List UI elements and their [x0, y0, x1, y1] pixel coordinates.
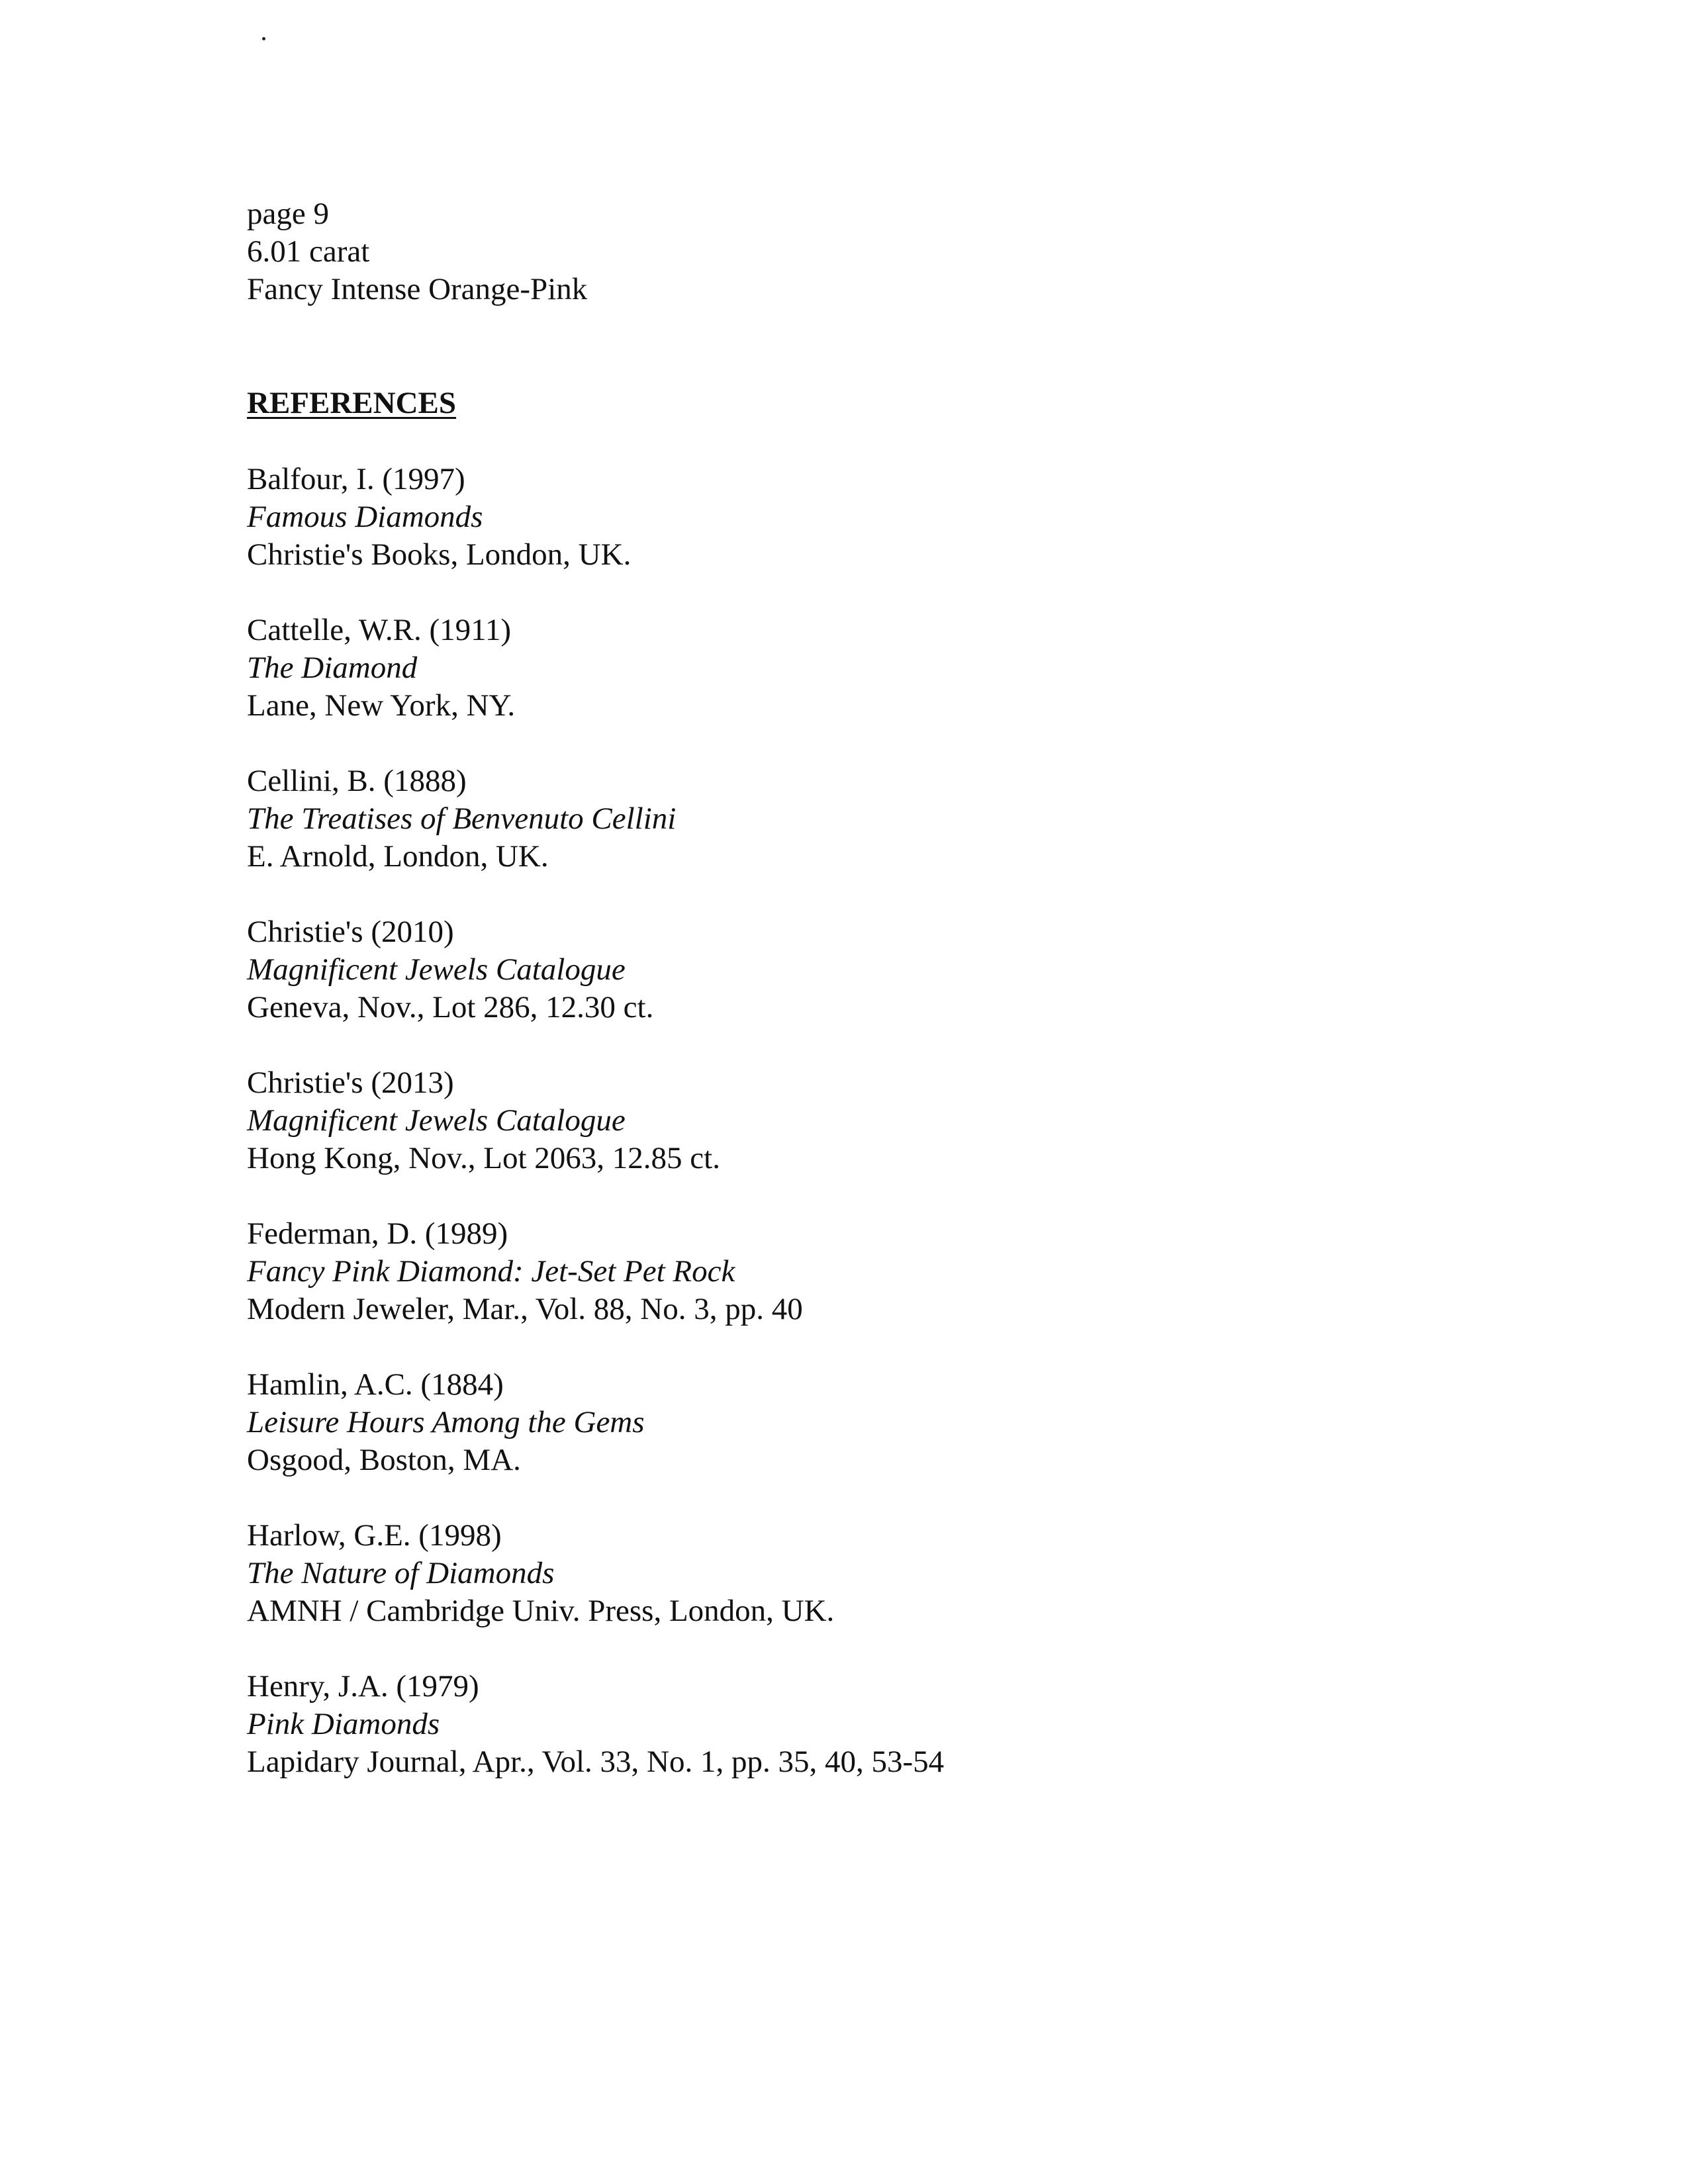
- reference-publisher: Lapidary Journal, Apr., Vol. 33, No. 1, pp. 35, 40, 53-54: [247, 1745, 945, 1779]
- reference-entry: [247, 612, 1505, 725]
- reference-title: The Treatises of Benvenuto Cellini: [247, 801, 677, 836]
- reference-publisher: Geneva, Nov., Lot 286, 12.30 ct.: [247, 990, 654, 1024]
- reference-entry: [247, 461, 1505, 574]
- scan-speck: [262, 37, 265, 40]
- reference-author: Christie's (2013): [247, 1066, 454, 1100]
- reference-author: Cattelle, W.R. (1911): [247, 613, 512, 647]
- reference-author: Federman, D. (1989): [247, 1216, 508, 1251]
- page-label: page 9: [247, 197, 329, 231]
- reference-author: Hamlin, A.C. (1884): [247, 1367, 504, 1402]
- reference-publisher: Hong Kong, Nov., Lot 2063, 12.85 ct.: [247, 1141, 720, 1175]
- reference-author: Cellini, B. (1888): [247, 764, 467, 798]
- reference-author: Harlow, G.E. (1998): [247, 1518, 502, 1553]
- reference-publisher: Lane, New York, NY.: [247, 688, 516, 723]
- reference-author: Christie's (2010): [247, 915, 454, 949]
- reference-publisher: Osgood, Boston, MA.: [247, 1443, 521, 1477]
- reference-title: Magnificent Jewels Catalogue: [247, 1103, 626, 1138]
- reference-title: Leisure Hours Among the Gems: [247, 1405, 645, 1439]
- reference-title: Magnificent Jewels Catalogue: [247, 952, 626, 987]
- reference-entry: [247, 1668, 1505, 1781]
- references-heading: REFERENCES: [247, 386, 457, 420]
- reference-author: Balfour, I. (1997): [247, 462, 465, 496]
- reference-entry: [247, 1215, 1505, 1328]
- reference-entry: [247, 1517, 1505, 1630]
- reference-publisher: Christie's Books, London, UK.: [247, 537, 632, 572]
- reference-publisher: Modern Jeweler, Mar., Vol. 88, No. 3, pp. 40: [247, 1292, 803, 1326]
- reference-entry: [247, 762, 1505, 876]
- reference-publisher: E. Arnold, London, UK.: [247, 839, 549, 874]
- reference-title: Pink Diamonds: [247, 1707, 440, 1741]
- reference-publisher: AMNH / Cambridge Univ. Press, London, UK.: [247, 1594, 835, 1628]
- reference-title: The Diamond: [247, 651, 418, 685]
- stone-header: [247, 195, 1505, 308]
- reference-title: Fancy Pink Diamond: Jet-Set Pet Rock: [247, 1254, 735, 1289]
- reference-entry: [247, 1366, 1505, 1479]
- reference-title: Famous Diamonds: [247, 500, 483, 534]
- reference-title: The Nature of Diamonds: [247, 1556, 555, 1590]
- references-list: [247, 461, 1505, 1781]
- reference-entry: [247, 913, 1505, 1026]
- page-content: [247, 195, 1505, 1819]
- reference-author: Henry, J.A. (1979): [247, 1669, 479, 1704]
- carat-weight: 6.01 carat: [247, 234, 370, 269]
- color-grade: Fancy Intense Orange-Pink: [247, 272, 588, 306]
- reference-entry: [247, 1064, 1505, 1177]
